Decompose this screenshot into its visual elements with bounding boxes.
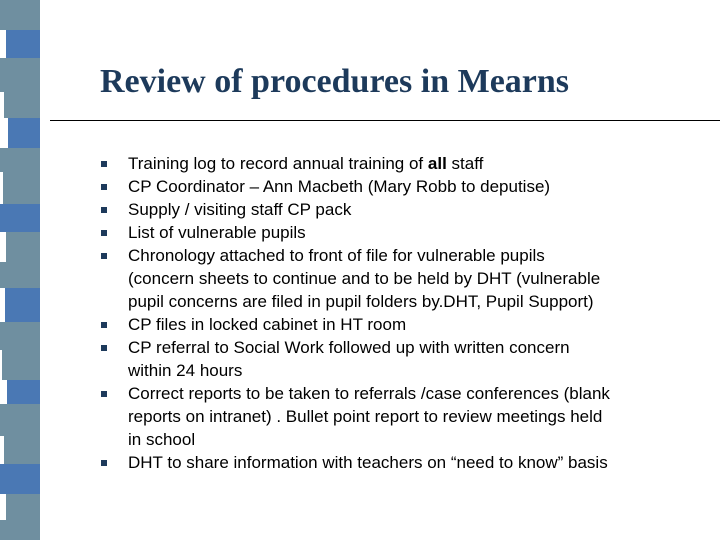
bullet-item <box>100 451 715 474</box>
strip-block <box>0 322 40 350</box>
strip-block <box>0 58 40 92</box>
bullet-item <box>100 152 715 175</box>
square-bullet-icon <box>101 460 107 466</box>
bullet-item <box>100 175 715 198</box>
bullet-text: CP Coordinator – Ann Macbeth (Mary Robb to deputise) <box>128 177 551 196</box>
strip-block <box>0 262 40 288</box>
strip-block <box>6 494 40 520</box>
decorative-color-strip <box>0 0 40 540</box>
bullet-item <box>100 221 715 244</box>
bullet-item <box>100 313 715 336</box>
strip-block <box>0 404 40 436</box>
strip-block <box>3 172 40 204</box>
strip-block <box>0 464 40 494</box>
bullet-item <box>100 244 715 313</box>
bullet-text: Training log to record annual training of all staff <box>128 154 484 173</box>
strip-block <box>0 0 40 30</box>
strip-block <box>7 380 40 404</box>
bullet-text: CP referral to Social Work followed up with written concern within 24 hours <box>128 338 570 380</box>
strip-block <box>2 350 40 380</box>
bullet-text: Chronology attached to front of file for vulnerable pupils (concern sheets to continue and to be held by DHT (vulnerable pupil concerns are filed in pupil folders by.DHT, Pupil Support) <box>128 246 601 311</box>
square-bullet-icon <box>101 207 107 213</box>
strip-block <box>0 520 40 540</box>
bullet-text: List of vulnerable pupils <box>128 223 306 242</box>
square-bullet-icon <box>101 184 107 190</box>
square-bullet-icon <box>101 322 107 328</box>
strip-block <box>4 436 40 464</box>
strip-block <box>0 204 40 232</box>
bullet-text: CP files in locked cabinet in HT room <box>128 315 407 334</box>
bullet-item <box>100 382 715 451</box>
bullet-list <box>100 152 715 512</box>
bullet-text: DHT to share information with teachers on “need to know” basis <box>128 453 608 472</box>
strip-block <box>5 288 40 322</box>
strip-block <box>0 148 40 172</box>
strip-block <box>8 118 40 148</box>
title-divider <box>50 120 720 121</box>
bullet-text: Correct reports to be taken to referrals /case conferences (blank reports on intranet) . Bullet point report to review meetings held in school <box>128 384 610 449</box>
square-bullet-icon <box>101 230 107 236</box>
slide-title: Review of procedures in Mearns <box>100 63 570 100</box>
square-bullet-icon <box>101 391 107 397</box>
strip-block <box>6 232 40 262</box>
strip-block <box>4 92 40 118</box>
bullet-text: Supply / visiting staff CP pack <box>128 200 352 219</box>
strip-block <box>6 30 40 58</box>
square-bullet-icon <box>101 253 107 259</box>
bullet-item <box>100 336 715 382</box>
square-bullet-icon <box>101 345 107 351</box>
bullet-item <box>100 198 715 221</box>
square-bullet-icon <box>101 161 107 167</box>
